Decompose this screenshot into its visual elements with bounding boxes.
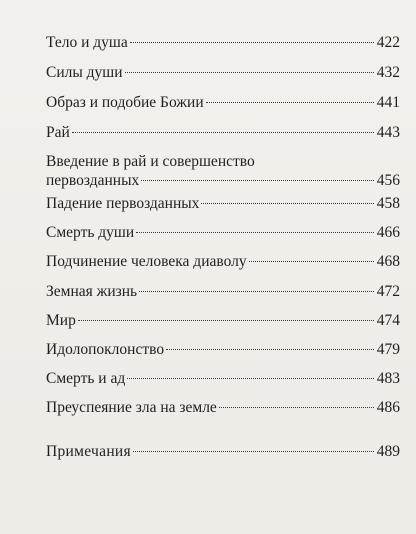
toc-entry-page: 443: [376, 124, 400, 141]
toc-entry-page: 456: [376, 172, 400, 189]
toc-entry-notes: [46, 442, 400, 461]
dot-leader: [127, 378, 374, 379]
toc-entry-title: Смерть и ад: [46, 370, 126, 387]
dot-leader: [139, 291, 374, 292]
toc-entry: [46, 252, 400, 271]
toc-entry: [46, 152, 400, 190]
toc-entry-title: Преуспеяние зла на земле: [46, 399, 217, 416]
toc-entry-title: Мир: [46, 312, 76, 329]
toc-entry: [46, 311, 400, 330]
dot-leader: [125, 72, 374, 73]
toc-entry: [46, 282, 400, 301]
toc-entry: [46, 398, 400, 417]
toc-entry-page: 432: [376, 64, 400, 81]
dot-leader: [141, 180, 374, 181]
toc-entry-page: 474: [376, 312, 400, 329]
dot-leader: [206, 102, 374, 103]
toc-entry-page: 441: [376, 94, 400, 111]
toc-entry: [46, 223, 400, 242]
toc-entry-title: Подчинение человека диаволу: [46, 253, 247, 270]
toc-entry: [46, 93, 400, 112]
toc-entry: [46, 123, 400, 142]
dot-leader: [249, 261, 374, 262]
toc-entry-page: 466: [376, 224, 400, 241]
toc-entry-page: 479: [376, 341, 400, 358]
toc-entry-title: Тело и душа: [46, 34, 128, 51]
toc-entry-title: Идолопоклонство: [46, 341, 165, 358]
toc-entry-title: Примечания: [46, 443, 131, 460]
toc-entry-title: Смерть души: [46, 224, 135, 241]
toc-entry: [46, 340, 400, 359]
toc-entry-page: 486: [376, 399, 400, 416]
dot-leader: [78, 320, 374, 321]
toc-entry-page: 422: [376, 34, 400, 51]
toc-entry-title: Земная жизнь: [46, 283, 138, 300]
toc-entry-page: 468: [376, 253, 400, 270]
dot-leader: [72, 132, 374, 133]
toc-entry-title: Рай: [46, 124, 70, 141]
toc-entry-title: Образ и подобие Божии: [46, 94, 204, 111]
dot-leader: [133, 451, 374, 452]
toc-entry: [46, 369, 400, 388]
toc-entry-title: первозданных: [46, 172, 140, 189]
toc-entry: [46, 63, 400, 82]
toc-entry: [46, 33, 400, 52]
dot-leader: [219, 407, 374, 408]
dot-leader: [136, 232, 374, 233]
toc-entry-page: 458: [376, 195, 400, 212]
toc-entry: [46, 194, 400, 213]
toc-entry-page: 489: [376, 443, 400, 460]
toc-entry-title: Падение первозданных: [46, 195, 200, 212]
toc-entry-title: Силы души: [46, 64, 123, 81]
toc-entry-title-line: Введение в рай и совершенство: [46, 153, 255, 170]
toc-entry-page: 472: [376, 283, 400, 300]
dot-leader: [130, 42, 374, 43]
dot-leader: [201, 203, 373, 204]
dot-leader: [166, 349, 374, 350]
toc-entry-page: 483: [376, 370, 400, 387]
